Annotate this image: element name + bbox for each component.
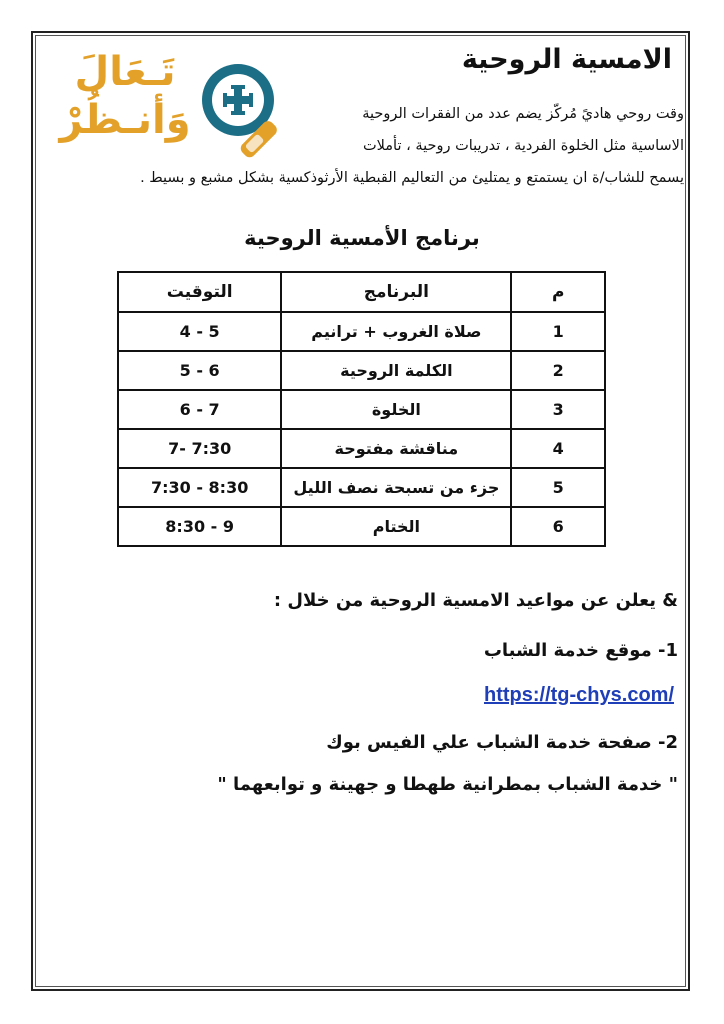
row-time: 8:30 - 9 xyxy=(118,507,281,546)
table-row xyxy=(118,468,605,507)
row-program: مناقشة مفتوحة xyxy=(281,429,511,468)
row-num: 2 xyxy=(511,351,605,390)
header-program: البرنامج xyxy=(281,272,511,312)
table-row xyxy=(118,507,605,546)
row-time: 4 - 5 xyxy=(118,312,281,351)
intro-line-1: وقت روحي هاديً مُركّز يضم عدد من الفقرات الروحية xyxy=(362,106,684,122)
schedule-table xyxy=(117,271,606,547)
intro-line-2: الاساسية مثل الخلوة الفردية ، تدريبات روحية ، تأملات xyxy=(362,138,684,154)
table-row xyxy=(118,429,605,468)
intro-line-3: يسمح للشاب/ة ان يستمتع و يمتليئ من التعاليم القبطية الأرثوذكسية بشكل مشبع و بسيط . xyxy=(140,170,684,186)
table-row xyxy=(118,351,605,390)
row-program: الخلوة xyxy=(281,390,511,429)
announcement-intro: & يعلن عن مواعيد الامسية الروحية من خلال : xyxy=(273,590,678,611)
row-num: 5 xyxy=(511,468,605,507)
row-num: 1 xyxy=(511,312,605,351)
row-num: 3 xyxy=(511,390,605,429)
row-program: جزء من تسبحة نصف الليل xyxy=(281,468,511,507)
program-title: برنامج الأمسية الروحية xyxy=(244,226,480,250)
announcement-item-website: 1- موقع خدمة الشباب xyxy=(483,640,678,661)
table-row xyxy=(118,312,605,351)
row-time: 7:30 - 8:30 xyxy=(118,468,281,507)
website-link[interactable]: https://tg-chys.com/ xyxy=(483,684,674,706)
page-title: الامسية الروحية xyxy=(461,44,672,75)
logo-line-2: وَأنـظُرْ xyxy=(59,97,191,143)
row-time: 6 - 7 xyxy=(118,390,281,429)
header-time: التوقيت xyxy=(118,272,281,312)
logo-line-1: تَـعَالَ xyxy=(74,49,176,95)
row-num: 4 xyxy=(511,429,605,468)
row-program: الختام xyxy=(281,507,511,546)
announcement-item-facebook: 2- صفحة خدمة الشباب علي الفيس بوك xyxy=(326,732,678,753)
table-header-row xyxy=(118,272,605,312)
row-program: الكلمة الروحية xyxy=(281,351,511,390)
row-program: صلاة الغروب + ترانيم xyxy=(281,312,511,351)
row-num: 6 xyxy=(511,507,605,546)
table-row xyxy=(118,390,605,429)
row-time: 7- 7:30 xyxy=(118,429,281,468)
service-name-quote: " خدمة الشباب بمطرانية طهطا و جهينة و توابعهما " xyxy=(217,774,678,795)
row-time: 5 - 6 xyxy=(118,351,281,390)
intro-paragraph xyxy=(44,98,684,194)
header-num: م xyxy=(511,272,605,312)
